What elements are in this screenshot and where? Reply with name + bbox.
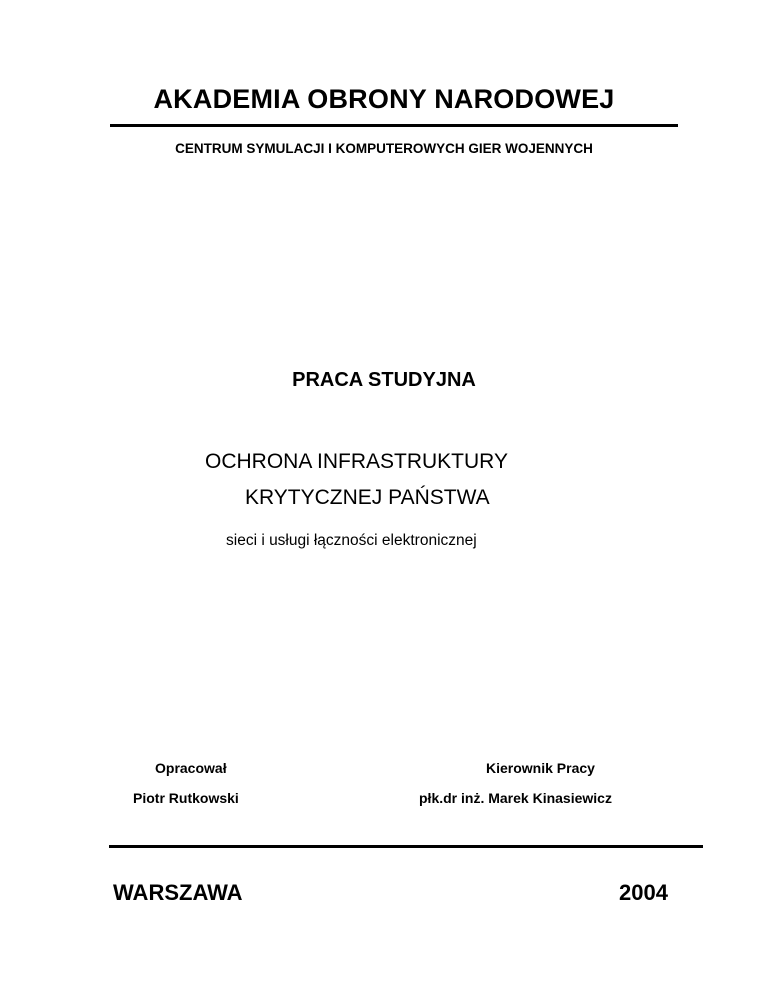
document-subtitle: sieci i usługi łączności elektronicznej [226, 532, 477, 549]
city: WARSZAWA [113, 880, 243, 905]
author-name: Piotr Rutkowski [133, 790, 239, 806]
document-title-line-1: OCHRONA INFRASTRUKTURY [205, 450, 508, 473]
work-type-heading: PRACA STUDYJNA [292, 369, 476, 391]
header-divider [110, 124, 678, 127]
supervisor-label: Kierownik Pracy [486, 760, 595, 776]
prepared-by-label: Opracował [155, 760, 227, 776]
supervisor-name: płk.dr inż. Marek Kinasiewicz [419, 790, 612, 806]
footer-divider [109, 845, 703, 848]
year: 2004 [619, 880, 668, 905]
institution-name: AKADEMIA OBRONY NARODOWEJ [153, 84, 615, 114]
document-title-line-2: KRYTYCZNEJ PAŃSTWA [245, 486, 490, 509]
center-name: CENTRUM SYMULACJI I KOMPUTEROWYCH GIER WOJENNYCH [175, 141, 593, 156]
